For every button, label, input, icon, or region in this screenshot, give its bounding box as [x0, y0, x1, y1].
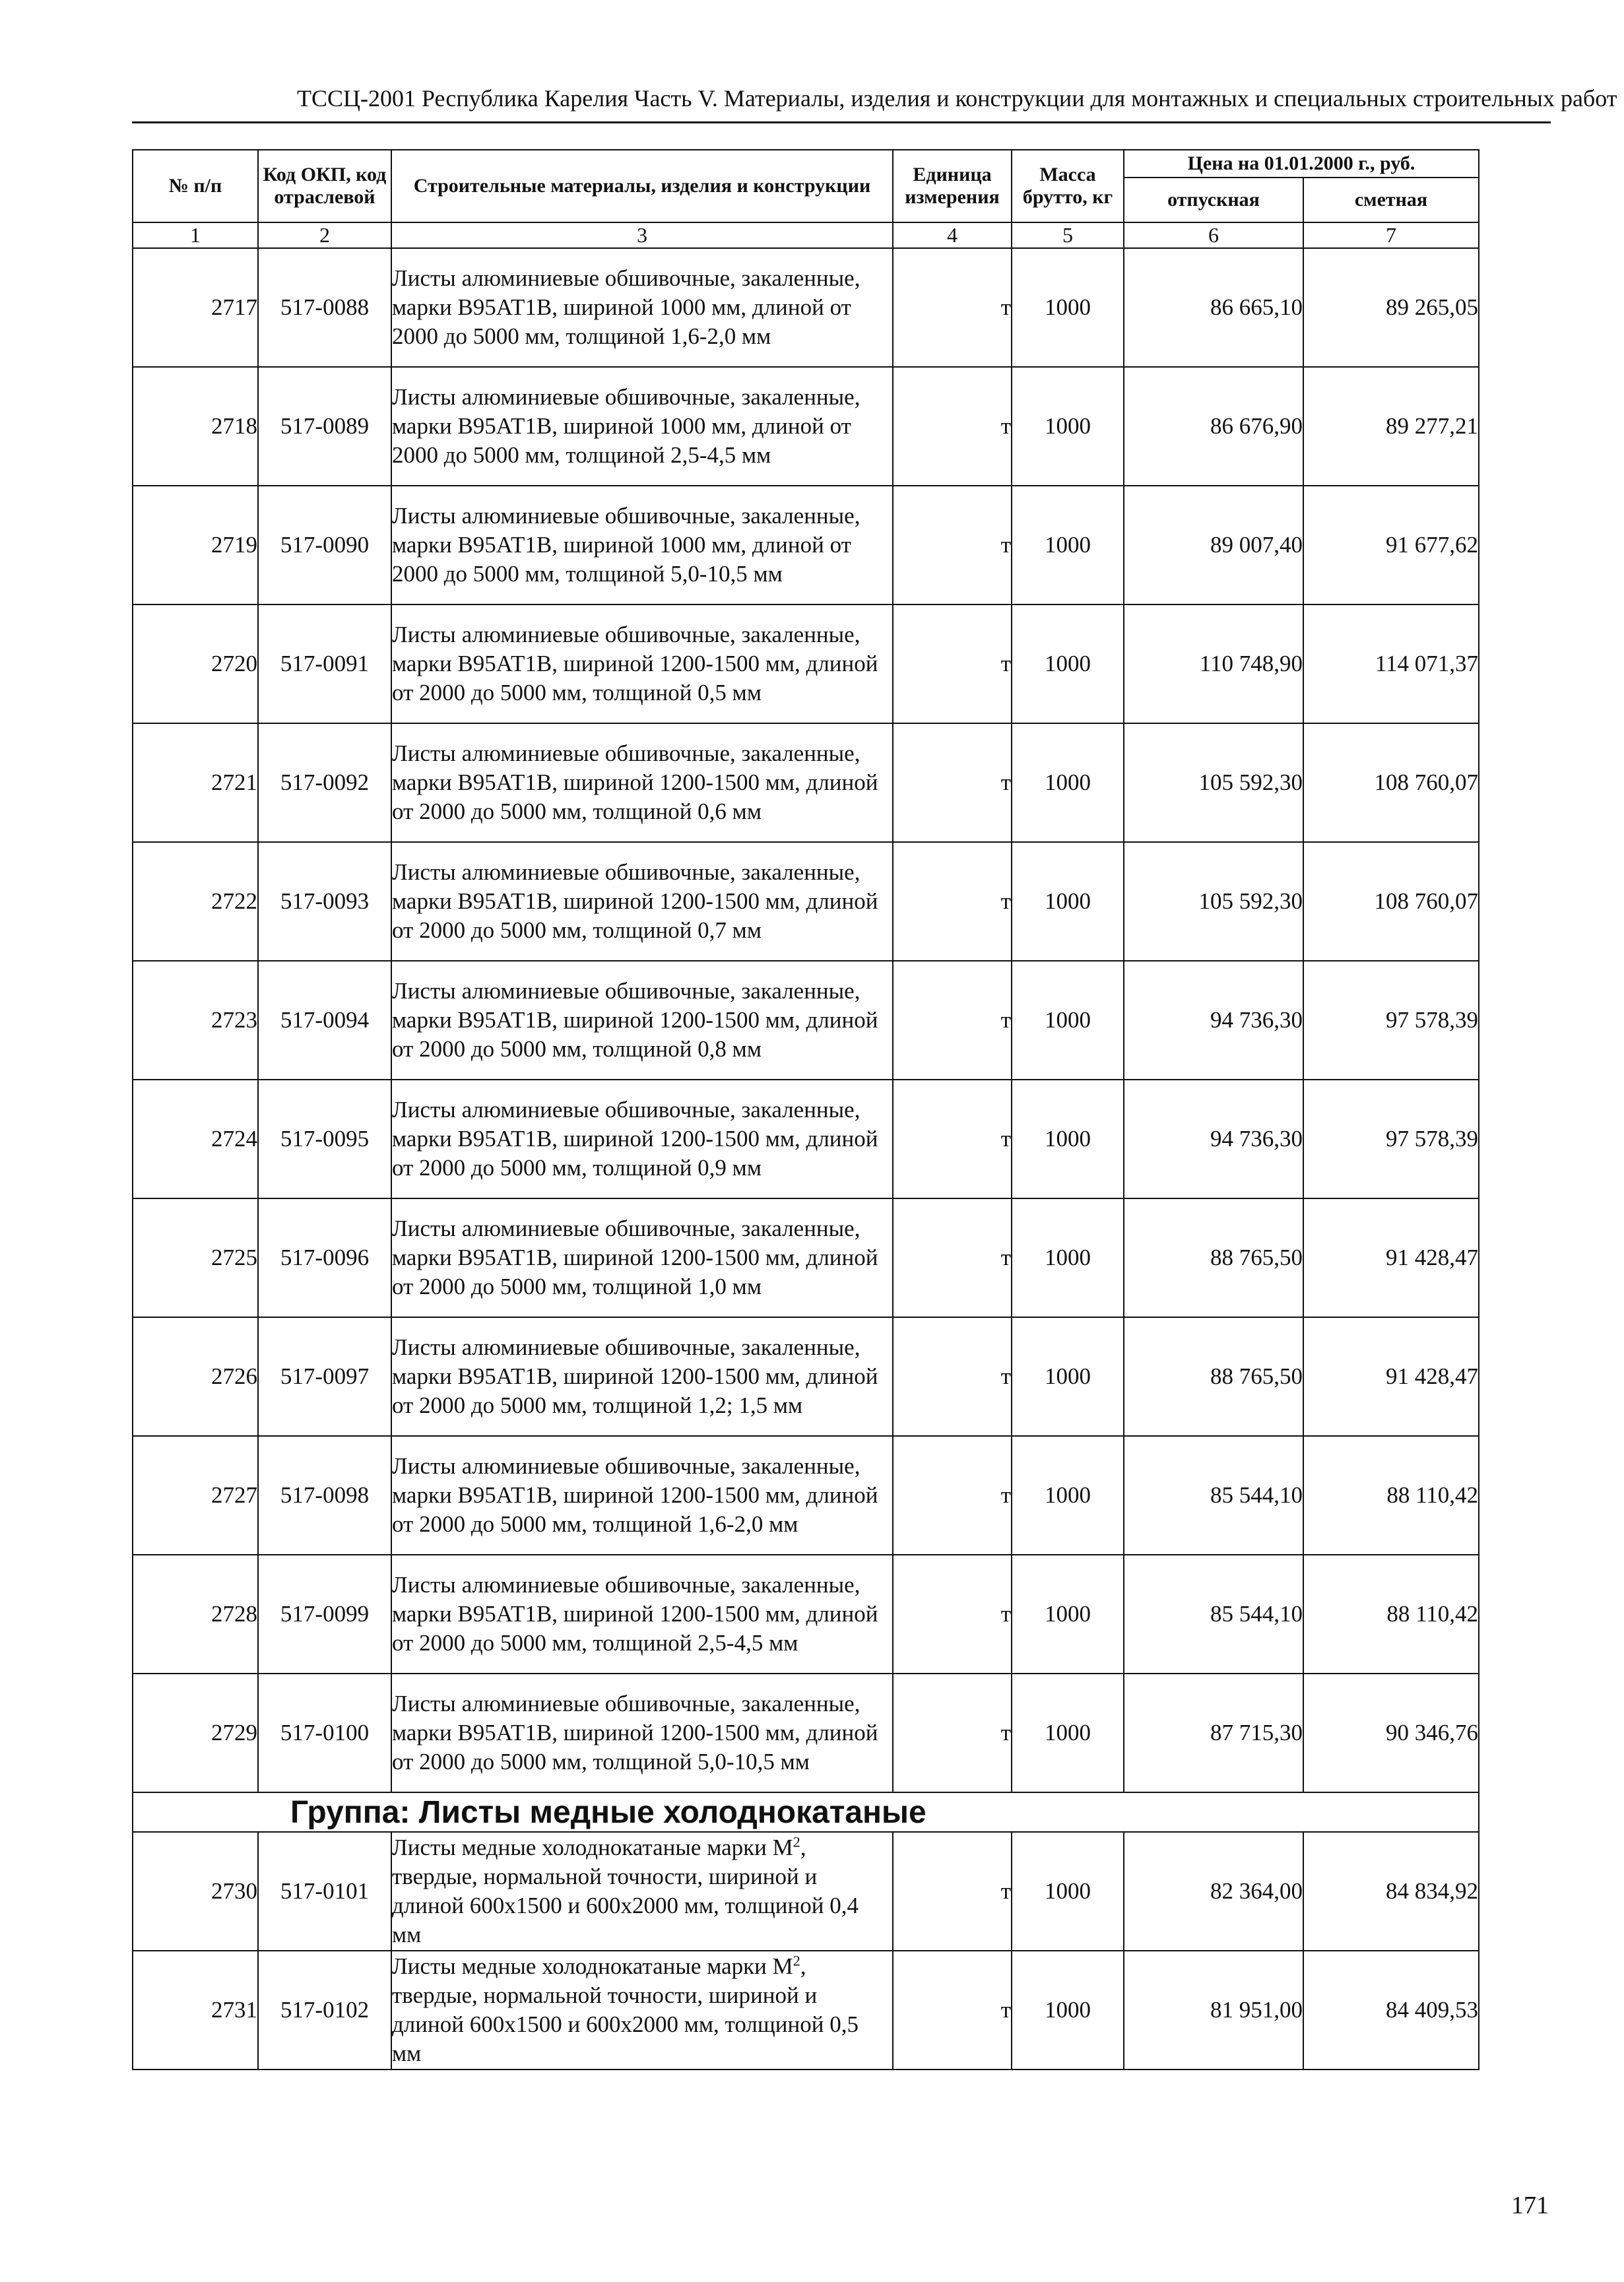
- row-unit: т: [893, 1674, 1012, 1792]
- col-header-code: Код ОКП, код отраслевой: [258, 150, 391, 222]
- table-row: [133, 961, 1479, 1080]
- column-number: 7: [1303, 222, 1479, 248]
- row-description-superscript: 2: [793, 1833, 800, 1850]
- row-price: 81 951,00: [1124, 1951, 1303, 2070]
- row-estimate: 91 428,47: [1303, 1198, 1479, 1317]
- row-unit: т: [893, 842, 1012, 961]
- row-description: Листы алюминиевые обшивочные, закаленные, марки В95АТ1В, шириной 1200-1500 мм, длиной от 2000 до 5000 мм, толщиной 0,8 мм: [391, 961, 893, 1080]
- row-number: 2725: [133, 1198, 258, 1317]
- table-row: [133, 1080, 1479, 1198]
- page-header-title: ТССЦ-2001 Республика Карелия Часть V. Материалы, изделия и конструкции для монтажных и специальных строительных работ: [297, 85, 1617, 112]
- row-code: 517-0096: [258, 1198, 391, 1317]
- row-mass: 1000: [1012, 248, 1124, 367]
- row-estimate: 108 760,07: [1303, 842, 1479, 961]
- column-number: 5: [1012, 222, 1124, 248]
- row-unit: т: [893, 1951, 1012, 2070]
- row-mass: 1000: [1012, 1436, 1124, 1555]
- row-unit: т: [893, 604, 1012, 723]
- row-estimate: 89 277,21: [1303, 367, 1479, 486]
- row-mass: 1000: [1012, 1674, 1124, 1792]
- col-header-estimate: сметная: [1303, 178, 1479, 222]
- row-code: 517-0099: [258, 1555, 391, 1674]
- row-code: 517-0092: [258, 723, 391, 842]
- row-number: 2724: [133, 1080, 258, 1198]
- table-row: [133, 1317, 1479, 1436]
- row-code: 517-0089: [258, 367, 391, 486]
- row-estimate: 89 265,05: [1303, 248, 1479, 367]
- col-header-desc: Строительные материалы, изделия и конструкции: [391, 150, 893, 222]
- row-code: 517-0097: [258, 1317, 391, 1436]
- table-row: [133, 367, 1479, 486]
- col-header-unit: Единица измерения: [893, 150, 1012, 222]
- price-table: [132, 149, 1479, 2070]
- column-number: 3: [391, 222, 893, 248]
- row-unit: т: [893, 1832, 1012, 1951]
- row-price: 86 665,10: [1124, 248, 1303, 367]
- row-estimate: 88 110,42: [1303, 1555, 1479, 1674]
- col-header-num: № п/п: [133, 150, 258, 222]
- row-unit: т: [893, 248, 1012, 367]
- row-description: Листы алюминиевые обшивочные, закаленные, марки В95АТ1В, шириной 1000 мм, длиной от 2000 до 5000 мм, толщиной 1,6-2,0 мм: [391, 248, 893, 367]
- row-description: Листы алюминиевые обшивочные, закаленные, марки В95АТ1В, шириной 1200-1500 мм, длиной от 2000 до 5000 мм, толщиной 2,5-4,5 мм: [391, 1555, 893, 1674]
- row-description: Листы алюминиевые обшивочные, закаленные, марки В95АТ1В, шириной 1200-1500 мм, длиной от 2000 до 5000 мм, толщиной 0,6 мм: [391, 723, 893, 842]
- row-mass: 1000: [1012, 1198, 1124, 1317]
- row-description: Листы алюминиевые обшивочные, закаленные, марки В95АТ1В, шириной 1200-1500 мм, длиной от 2000 до 5000 мм, толщиной 0,5 мм: [391, 604, 893, 723]
- row-number: 2722: [133, 842, 258, 961]
- row-estimate: 91 677,62: [1303, 486, 1479, 604]
- row-code: 517-0091: [258, 604, 391, 723]
- group-row: [133, 1792, 1479, 1832]
- row-price: 88 765,50: [1124, 1198, 1303, 1317]
- row-number: 2727: [133, 1436, 258, 1555]
- column-number: 6: [1124, 222, 1303, 248]
- table-row: [133, 723, 1479, 842]
- row-unit: т: [893, 486, 1012, 604]
- table-row: [133, 842, 1479, 961]
- row-code: 517-0090: [258, 486, 391, 604]
- row-description: Листы алюминиевые обшивочные, закаленные, марки В95АТ1В, шириной 1200-1500 мм, длиной от 2000 до 5000 мм, толщиной 1,0 мм: [391, 1198, 893, 1317]
- column-number: 4: [893, 222, 1012, 248]
- row-description: Листы алюминиевые обшивочные, закаленные, марки В95АТ1В, шириной 1200-1500 мм, длиной от 2000 до 5000 мм, толщиной 0,9 мм: [391, 1080, 893, 1198]
- row-price: 88 765,50: [1124, 1317, 1303, 1436]
- row-code: 517-0088: [258, 248, 391, 367]
- row-price: 86 676,90: [1124, 367, 1303, 486]
- table-row: [133, 1555, 1479, 1674]
- row-estimate: 114 071,37: [1303, 604, 1479, 723]
- row-number: 2726: [133, 1317, 258, 1436]
- row-mass: 1000: [1012, 961, 1124, 1080]
- row-price: 94 736,30: [1124, 961, 1303, 1080]
- row-estimate: 84 409,53: [1303, 1951, 1479, 2070]
- row-code: 517-0094: [258, 961, 391, 1080]
- row-unit: т: [893, 1317, 1012, 1436]
- table-row: [133, 604, 1479, 723]
- group-title: Группа: Листы медные холоднокатаные: [133, 1792, 1479, 1832]
- row-unit: т: [893, 367, 1012, 486]
- row-mass: 1000: [1012, 1317, 1124, 1436]
- row-price: 105 592,30: [1124, 723, 1303, 842]
- row-number: 2730: [133, 1832, 258, 1951]
- header-divider: [132, 121, 1551, 123]
- row-unit: т: [893, 961, 1012, 1080]
- row-estimate: 88 110,42: [1303, 1436, 1479, 1555]
- table-row: [133, 1198, 1479, 1317]
- row-description-text: , твердые, нормальной точности, шириной и длиной 600х1500 и 600х2000 мм, толщиной 0,4 мм: [392, 1835, 859, 1947]
- row-estimate: 90 346,76: [1303, 1674, 1479, 1792]
- row-estimate: 97 578,39: [1303, 1080, 1479, 1198]
- row-estimate: 108 760,07: [1303, 723, 1479, 842]
- row-unit: т: [893, 1436, 1012, 1555]
- row-mass: 1000: [1012, 604, 1124, 723]
- row-unit: т: [893, 1080, 1012, 1198]
- row-mass: 1000: [1012, 367, 1124, 486]
- row-number: 2721: [133, 723, 258, 842]
- table-row: [133, 486, 1479, 604]
- row-estimate: 91 428,47: [1303, 1317, 1479, 1436]
- row-price: 94 736,30: [1124, 1080, 1303, 1198]
- row-description: Листы алюминиевые обшивочные, закаленные, марки В95АТ1В, шириной 1000 мм, длиной от 2000 до 5000 мм, толщиной 2,5-4,5 мм: [391, 367, 893, 486]
- row-number: 2718: [133, 367, 258, 486]
- row-description-superscript: 2: [793, 1952, 800, 1969]
- row-price: 85 544,10: [1124, 1436, 1303, 1555]
- table-row: [133, 1436, 1479, 1555]
- row-unit: т: [893, 723, 1012, 842]
- row-description-text: Листы медные холоднокатаные марки М: [392, 1835, 793, 1860]
- row-code: 517-0102: [258, 1951, 391, 2070]
- row-number: 2720: [133, 604, 258, 723]
- row-mass: 1000: [1012, 1080, 1124, 1198]
- row-unit: т: [893, 1198, 1012, 1317]
- row-number: 2717: [133, 248, 258, 367]
- row-description: Листы алюминиевые обшивочные, закаленные, марки В95АТ1В, шириной 1000 мм, длиной от 2000 до 5000 мм, толщиной 5,0-10,5 мм: [391, 486, 893, 604]
- page-number: 171: [1511, 2192, 1549, 2219]
- row-number: 2719: [133, 486, 258, 604]
- row-price: 89 007,40: [1124, 486, 1303, 604]
- row-code: 517-0101: [258, 1832, 391, 1951]
- row-price: 87 715,30: [1124, 1674, 1303, 1792]
- table-row: [133, 248, 1479, 367]
- table-row: [133, 1832, 1479, 1951]
- row-unit: т: [893, 1555, 1012, 1674]
- row-mass: 1000: [1012, 723, 1124, 842]
- row-number: 2731: [133, 1951, 258, 2070]
- row-price: 85 544,10: [1124, 1555, 1303, 1674]
- row-code: 517-0098: [258, 1436, 391, 1555]
- row-code: 517-0093: [258, 842, 391, 961]
- row-mass: 1000: [1012, 1832, 1124, 1951]
- col-header-price: отпускная: [1124, 178, 1303, 222]
- column-number-row: [133, 222, 1479, 248]
- row-number: 2723: [133, 961, 258, 1080]
- row-price: 82 364,00: [1124, 1832, 1303, 1951]
- row-description: [391, 1951, 893, 2070]
- row-mass: 1000: [1012, 842, 1124, 961]
- table-row: [133, 1674, 1479, 1792]
- row-description-text: Листы медные холоднокатаные марки М: [392, 1953, 793, 1979]
- row-mass: 1000: [1012, 486, 1124, 604]
- col-header-price-group: Цена на 01.01.2000 г., руб.: [1124, 150, 1479, 178]
- row-number: 2729: [133, 1674, 258, 1792]
- row-description-text: , твердые, нормальной точности, шириной и длиной 600х1500 и 600х2000 мм, толщиной 0,5 мм: [392, 1953, 859, 2066]
- row-description: Листы алюминиевые обшивочные, закаленные, марки В95АТ1В, шириной 1200-1500 мм, длиной от 2000 до 5000 мм, толщиной 0,7 мм: [391, 842, 893, 961]
- row-code: 517-0095: [258, 1080, 391, 1198]
- column-number: 1: [133, 222, 258, 248]
- row-description: Листы алюминиевые обшивочные, закаленные, марки В95АТ1В, шириной 1200-1500 мм, длиной от 2000 до 5000 мм, толщиной 1,6-2,0 мм: [391, 1436, 893, 1555]
- row-estimate: 97 578,39: [1303, 961, 1479, 1080]
- row-mass: 1000: [1012, 1951, 1124, 2070]
- row-description: Листы алюминиевые обшивочные, закаленные, марки В95АТ1В, шириной 1200-1500 мм, длиной от 2000 до 5000 мм, толщиной 5,0-10,5 мм: [391, 1674, 893, 1792]
- row-price: 105 592,30: [1124, 842, 1303, 961]
- row-estimate: 84 834,92: [1303, 1832, 1479, 1951]
- row-description: [391, 1832, 893, 1951]
- row-description: Листы алюминиевые обшивочные, закаленные, марки В95АТ1В, шириной 1200-1500 мм, длиной от 2000 до 5000 мм, толщиной 1,2; 1,5 мм: [391, 1317, 893, 1436]
- column-number: 2: [258, 222, 391, 248]
- row-code: 517-0100: [258, 1674, 391, 1792]
- col-header-mass: Масса брутто, кг: [1012, 150, 1124, 222]
- row-price: 110 748,90: [1124, 604, 1303, 723]
- row-mass: 1000: [1012, 1555, 1124, 1674]
- row-number: 2728: [133, 1555, 258, 1674]
- table-row: [133, 1951, 1479, 2070]
